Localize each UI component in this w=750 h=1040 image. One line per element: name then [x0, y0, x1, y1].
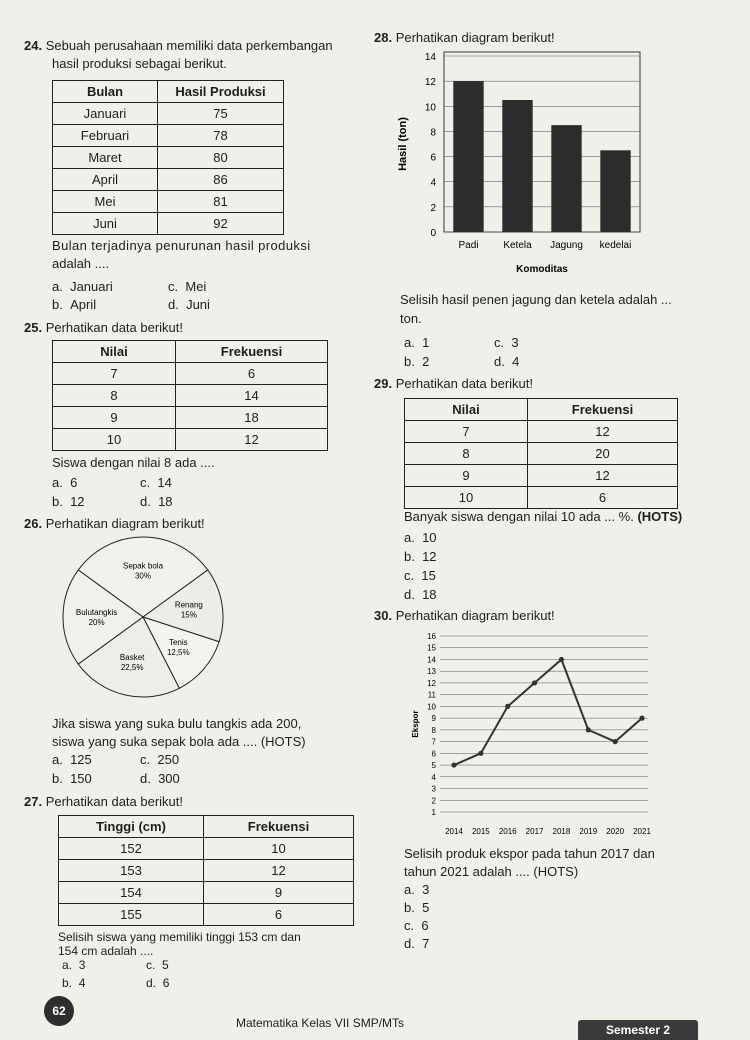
q26-question-line1: Jika siswa yang suka bulu tangkis ada 200, [52, 716, 302, 731]
pie-chart [58, 532, 228, 702]
q30-option-c[interactable]: c. 6 [404, 918, 429, 933]
bar-y-tick-label: 8 [430, 127, 436, 139]
q30-option-d[interactable]: d. 7 [404, 936, 430, 951]
bar-y-axis-title: Hasil (ton) [397, 117, 409, 171]
pie-label: Sepak bola [122, 561, 164, 571]
q24-number: 24. [24, 38, 43, 53]
q29-option-d[interactable]: d. 18 [404, 587, 437, 602]
q30-question-line1: Selisih produk ekspor pada tahun 2017 dan [404, 846, 655, 861]
q24-question-line2: adalah .... [52, 256, 110, 271]
bar-ketela [502, 100, 532, 232]
q27-question-line1: Selisih siswa yang memiliki tinggi 153 cm dan [58, 930, 301, 944]
line-y-tick-label: 16 [427, 632, 436, 641]
line-y-tick-label: 3 [431, 784, 436, 794]
q25-option-c[interactable]: c. 14 [140, 475, 172, 490]
bar-kedelai [600, 150, 630, 232]
q24-stem [24, 38, 333, 54]
q26-option-d[interactable]: d. 300 [140, 771, 180, 786]
q24-header-bulan: Bulan [53, 81, 158, 103]
table-row: 10 12 [53, 429, 328, 451]
q30-number: 30. [374, 608, 393, 623]
q30-option-b[interactable]: b. 5 [404, 900, 430, 915]
semester-badge [578, 1020, 698, 1040]
line-x-tick-label: 2019 [579, 827, 598, 836]
table-row: 154 9 [59, 882, 354, 904]
pie-label: Bulutangkis [75, 608, 118, 617]
q25-option-b[interactable]: b. 12 [52, 494, 85, 509]
line-y-axis-title: Ekspor [411, 710, 420, 738]
q29-option-c[interactable]: c. 15 [404, 568, 436, 583]
q24-option-c[interactable]: c. Mei [168, 279, 207, 294]
bar-x-axis-title: Komoditas [516, 264, 568, 275]
line-x-tick-label: 2016 [498, 827, 517, 836]
line-y-tick-label: 8 [431, 725, 436, 735]
q29-option-a[interactable]: a. 10 [404, 530, 437, 545]
line-point-2018 [559, 657, 564, 662]
q28-number: 28. [374, 30, 393, 45]
q24-stem-line2: hasil produksi sebagai berikut. [52, 56, 227, 71]
bar-x-tick-label: Ketela [503, 240, 532, 251]
line-x-tick-label: 2020 [606, 827, 625, 836]
line-x-tick-label: 2015 [471, 827, 490, 836]
line-y-tick-label: 14 [427, 655, 436, 665]
pie-label: Renang [174, 600, 203, 610]
q28-stem: 28. Perhatikan diagram berikut! [374, 30, 555, 45]
line-point-2021 [639, 716, 644, 721]
line-x-tick-label: 2014 [445, 827, 463, 836]
q29-number: 29. [374, 376, 393, 391]
line-y-tick-label: 11 [427, 690, 436, 700]
q28-option-a[interactable]: a. 1 [404, 335, 430, 350]
pie-percent-label: 20% [88, 618, 105, 627]
table-row: Mei 81 [53, 191, 284, 213]
line-point-2014 [451, 762, 456, 767]
line-y-tick-label: 7 [431, 737, 436, 747]
line-y-tick-label: 5 [431, 761, 436, 771]
q26-stem: 26. Perhatikan diagram berikut! [24, 516, 205, 531]
q24-option-a[interactable]: a. Januari [52, 279, 113, 294]
q29-option-b[interactable]: b. 12 [404, 549, 437, 564]
q24-option-b[interactable]: b. April [52, 297, 97, 312]
line-point-2020 [613, 739, 618, 744]
line-y-tick-label: 10 [427, 702, 436, 712]
q25-number: 25. [24, 320, 43, 335]
q29-stem: 29. Perhatikan data berikut! [374, 376, 534, 391]
bar-jagung [551, 125, 581, 232]
table-row: 7 12 [405, 421, 678, 443]
q27-option-b[interactable]: b. 4 [62, 976, 86, 990]
q25-table: Nilai Frekuensi 7 6 8 14 9 18 10 12 [52, 340, 328, 451]
q24-question-line1: Bulan terjadinya penurunan hasil produksi [52, 238, 311, 253]
book-title: Matematika Kelas VII SMP/MTs [236, 1016, 405, 1030]
q27-option-c[interactable]: c. 5 [146, 958, 169, 972]
line-y-tick-label: 12 [427, 678, 436, 688]
pie-percent-label: 15% [180, 610, 197, 620]
q25-option-a[interactable]: a. 6 [52, 475, 78, 490]
bar-y-tick-label: 2 [430, 202, 436, 214]
line-point-2017 [532, 680, 537, 685]
table-row: 10 6 [405, 487, 678, 509]
table-row: 8 14 [53, 385, 328, 407]
q29-question: Banyak siswa dengan nilai 10 ada ... %. (HOTS) [404, 509, 683, 524]
q26-option-c[interactable]: c. 250 [140, 752, 180, 767]
bar-x-tick-label: Padi [458, 240, 479, 251]
table-row: Juni 92 [53, 213, 284, 235]
line-y-tick-label: 6 [431, 749, 436, 759]
line-y-tick-label: 2 [431, 796, 436, 806]
line-chart [410, 626, 660, 840]
line-y-tick-label: 1 [431, 808, 436, 817]
table-row: April 86 [53, 169, 284, 191]
bar-y-tick-label: 12 [424, 77, 436, 89]
q27-table: Tinggi (cm) Frekuensi 152 10 153 12 154 9 155 6 [58, 815, 354, 926]
q28-question-line1: Selisih hasil penen jagung dan ketela adalah ... [400, 292, 672, 307]
q26-question-line2: siswa yang suka sepak bola ada .... (HOTS) [52, 734, 306, 749]
q27-stem: 27. Perhatikan data berikut! [24, 794, 184, 809]
line-point-2019 [586, 727, 591, 732]
q27-option-d[interactable]: d. 6 [146, 976, 170, 990]
line-point-2015 [478, 751, 483, 756]
bar-y-tick-label: 6 [430, 152, 436, 164]
q24-stem-line1: Sebuah perusahaan memiliki data perkembangan [45, 38, 333, 53]
line-y-tick-label: 4 [431, 772, 436, 782]
line-x-tick-label: 2018 [552, 827, 571, 836]
line-x-tick-label: 2017 [525, 827, 544, 836]
q30-stem: 30. Perhatikan diagram berikut! [374, 608, 555, 623]
q24-header-hasil: Hasil Produksi [158, 81, 284, 103]
table-row: Maret 80 [53, 147, 284, 169]
bar-y-tick-label: 14 [424, 52, 436, 63]
line-series-ekspor [454, 659, 642, 765]
q30-question-line2: tahun 2021 adalah .... (HOTS) [404, 864, 579, 879]
bar-x-tick-label: Jagung [550, 240, 583, 251]
q24-option-d[interactable]: d. Juni [168, 297, 210, 312]
q28-question-line2: ton. [400, 311, 422, 326]
pie-percent-label: 12,5% [166, 648, 190, 658]
q27-option-a[interactable]: a. 3 [62, 958, 86, 972]
bar-chart [392, 48, 652, 280]
q29-table: Nilai Frekuensi 7 12 8 20 9 12 10 6 [404, 398, 678, 509]
bar-y-tick-label: 10 [424, 102, 436, 114]
bar-padi [453, 81, 483, 232]
table-row: 153 12 [59, 860, 354, 882]
table-row: Februari 78 [53, 125, 284, 147]
table-row: 9 12 [405, 465, 678, 487]
q24-table [52, 80, 284, 235]
table-row: 8 20 [405, 443, 678, 465]
bar-x-tick-label: kedelai [599, 240, 632, 251]
semester-label: Semester 2 [605, 1023, 671, 1037]
pie-label: Tenis [168, 638, 188, 648]
q26-option-b[interactable]: b. 150 [52, 771, 92, 786]
table-row: 155 6 [59, 904, 354, 926]
q25-question: Siswa dengan nilai 8 ada .... [52, 455, 215, 470]
table-row: Januari 75 [53, 103, 284, 125]
q28-option-d[interactable]: d. 4 [494, 354, 520, 369]
pie-label: Basket [119, 653, 145, 663]
bar-y-tick-label: 0 [430, 228, 436, 239]
line-point-2016 [505, 704, 510, 709]
q30-option-a[interactable]: a. 3 [404, 882, 430, 897]
line-y-tick-label: 9 [431, 714, 436, 724]
line-y-tick-label: 13 [427, 667, 436, 677]
q25-option-d[interactable]: d. 18 [140, 494, 173, 509]
bar-y-tick-label: 4 [430, 177, 436, 189]
table-row: 9 18 [53, 407, 328, 429]
pie-percent-label: 22,5% [120, 663, 144, 673]
q26-number: 26. [24, 516, 43, 531]
table-row: 7 6 [53, 363, 328, 385]
q28-option-c[interactable]: c. 3 [494, 335, 519, 350]
page-number-badge [44, 996, 74, 1026]
pie-percent-label: 30% [134, 571, 152, 581]
q26-option-a[interactable]: a. 125 [52, 752, 92, 767]
line-y-tick-label: 15 [427, 643, 436, 653]
q27-number: 27. [24, 794, 43, 809]
q28-option-b[interactable]: b. 2 [404, 354, 430, 369]
q27-question-line2: 154 cm adalah .... [58, 944, 154, 958]
table-row: 152 10 [59, 838, 354, 860]
line-x-tick-label: 2021 [633, 827, 651, 836]
page-number: 62 [52, 1004, 66, 1018]
q25-stem: 25. Perhatikan data berikut! [24, 320, 184, 335]
